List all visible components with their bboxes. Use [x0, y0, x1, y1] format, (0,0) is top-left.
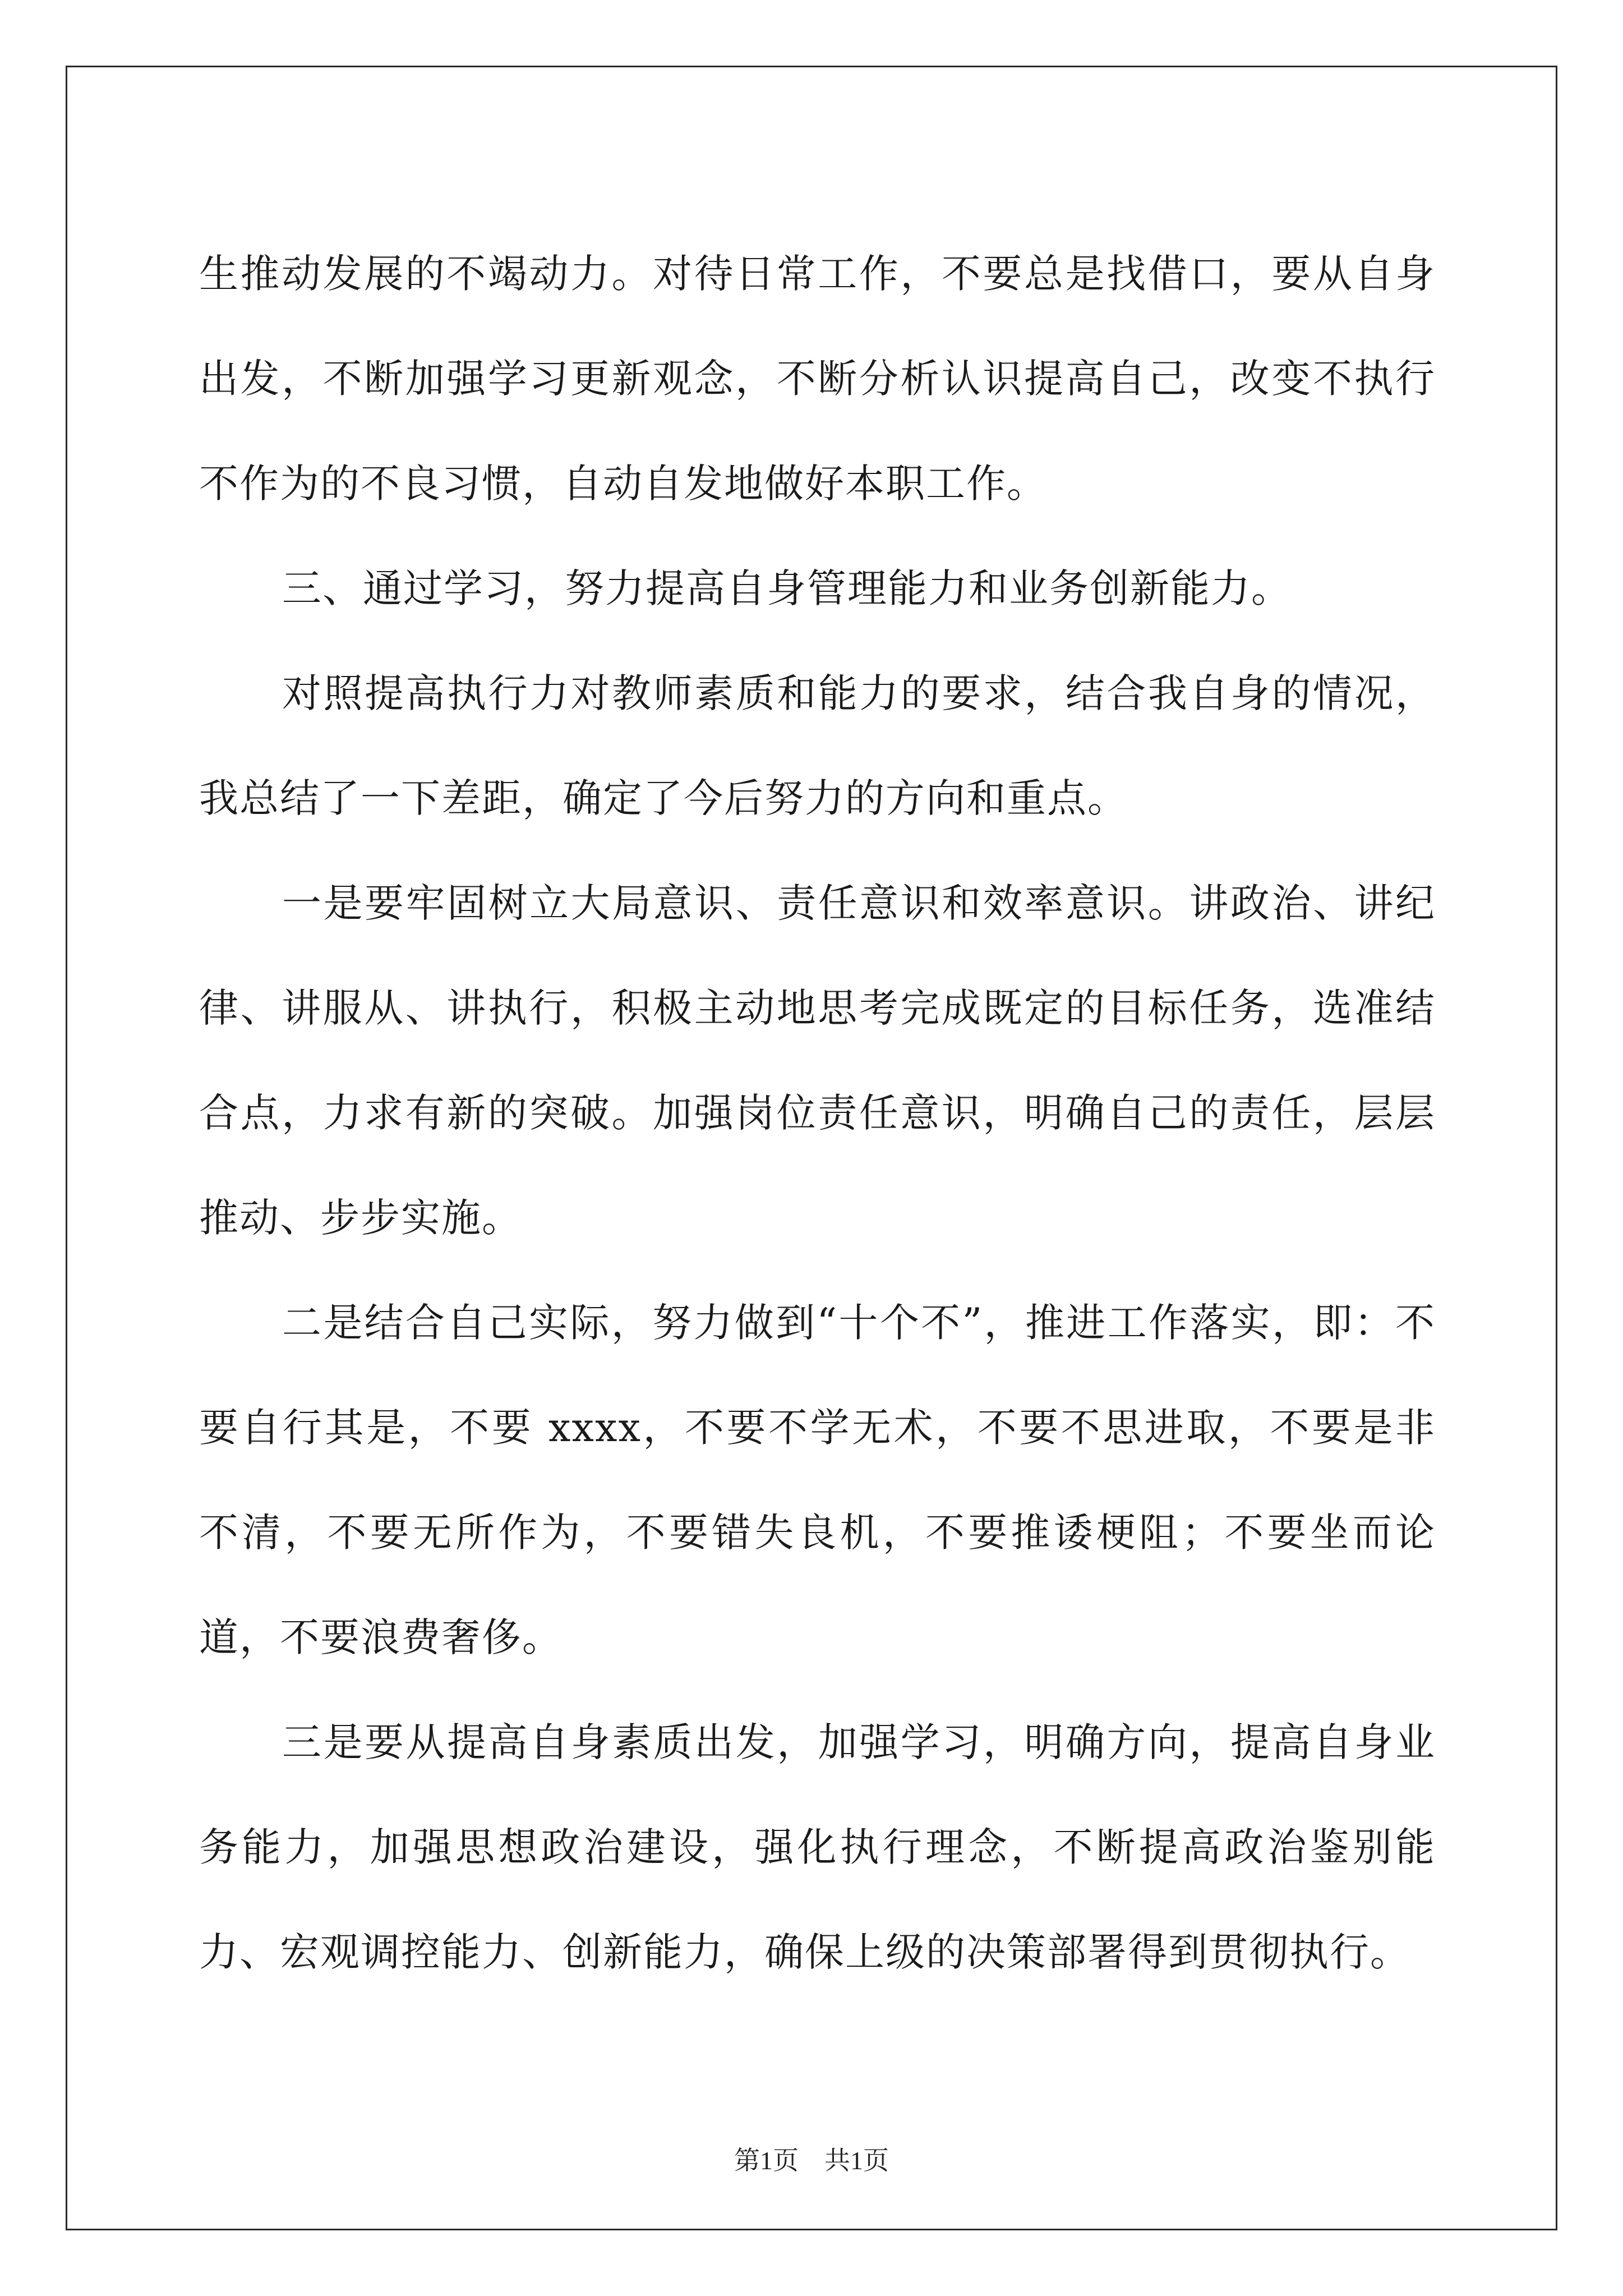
document-body — [199, 222, 1436, 2005]
paragraph-point-one: 一是要牢固树立大局意识、责任意识和效率意识。讲政治、讲纪律、讲服从、讲执行，积极主动地思考完成既定的目标任务，选准结合点，力求有新的突破。加强岗位责任意识，明确自己的责任，层层推动、步步实施。 — [199, 880, 1436, 1241]
page-number-total: 共1页 — [824, 2146, 889, 2175]
paragraph-intro: 对照提高执行力对教师素质和能力的要求，结合我自身的情况，我总结了一下差距，确定了今后努力的方向和重点。 — [199, 670, 1436, 821]
paragraph-point-three: 三是要从提高自身素质出发，加强学习，明确方向，提高自身业务能力，加强思想政治建设，强化执行理念，不断提高政治鉴别能力、宏观调控能力、创新能力，确保上级的决策部署得到贯彻执行。 — [199, 1719, 1436, 1975]
paragraph-continuation: 生推动发展的不竭动力。对待日常工作，不要总是找借口，要从自身出发，不断加强学习更新观念，不断分析认识提高自己，改变不执行不作为的不良习惯，自动自发地做好本职工作。 — [199, 251, 1436, 507]
page-number-current: 第1页 — [734, 2146, 799, 2175]
page-footer — [0, 2140, 1623, 2177]
paragraph-point-two: 二是结合自己实际，努力做到“十个不”，推进工作落实，即：不要自行其是，不要 xxxx，不要不学无术，不要不思进取，不要是非不清，不要无所作为，不要错失良机，不要推诿梗阻；不要坐而论道，不要浪费奢侈。 — [199, 1300, 1436, 1660]
section-heading: 三、通过学习，努力提高自身管理能力和业务创新能力。 — [282, 565, 1292, 611]
